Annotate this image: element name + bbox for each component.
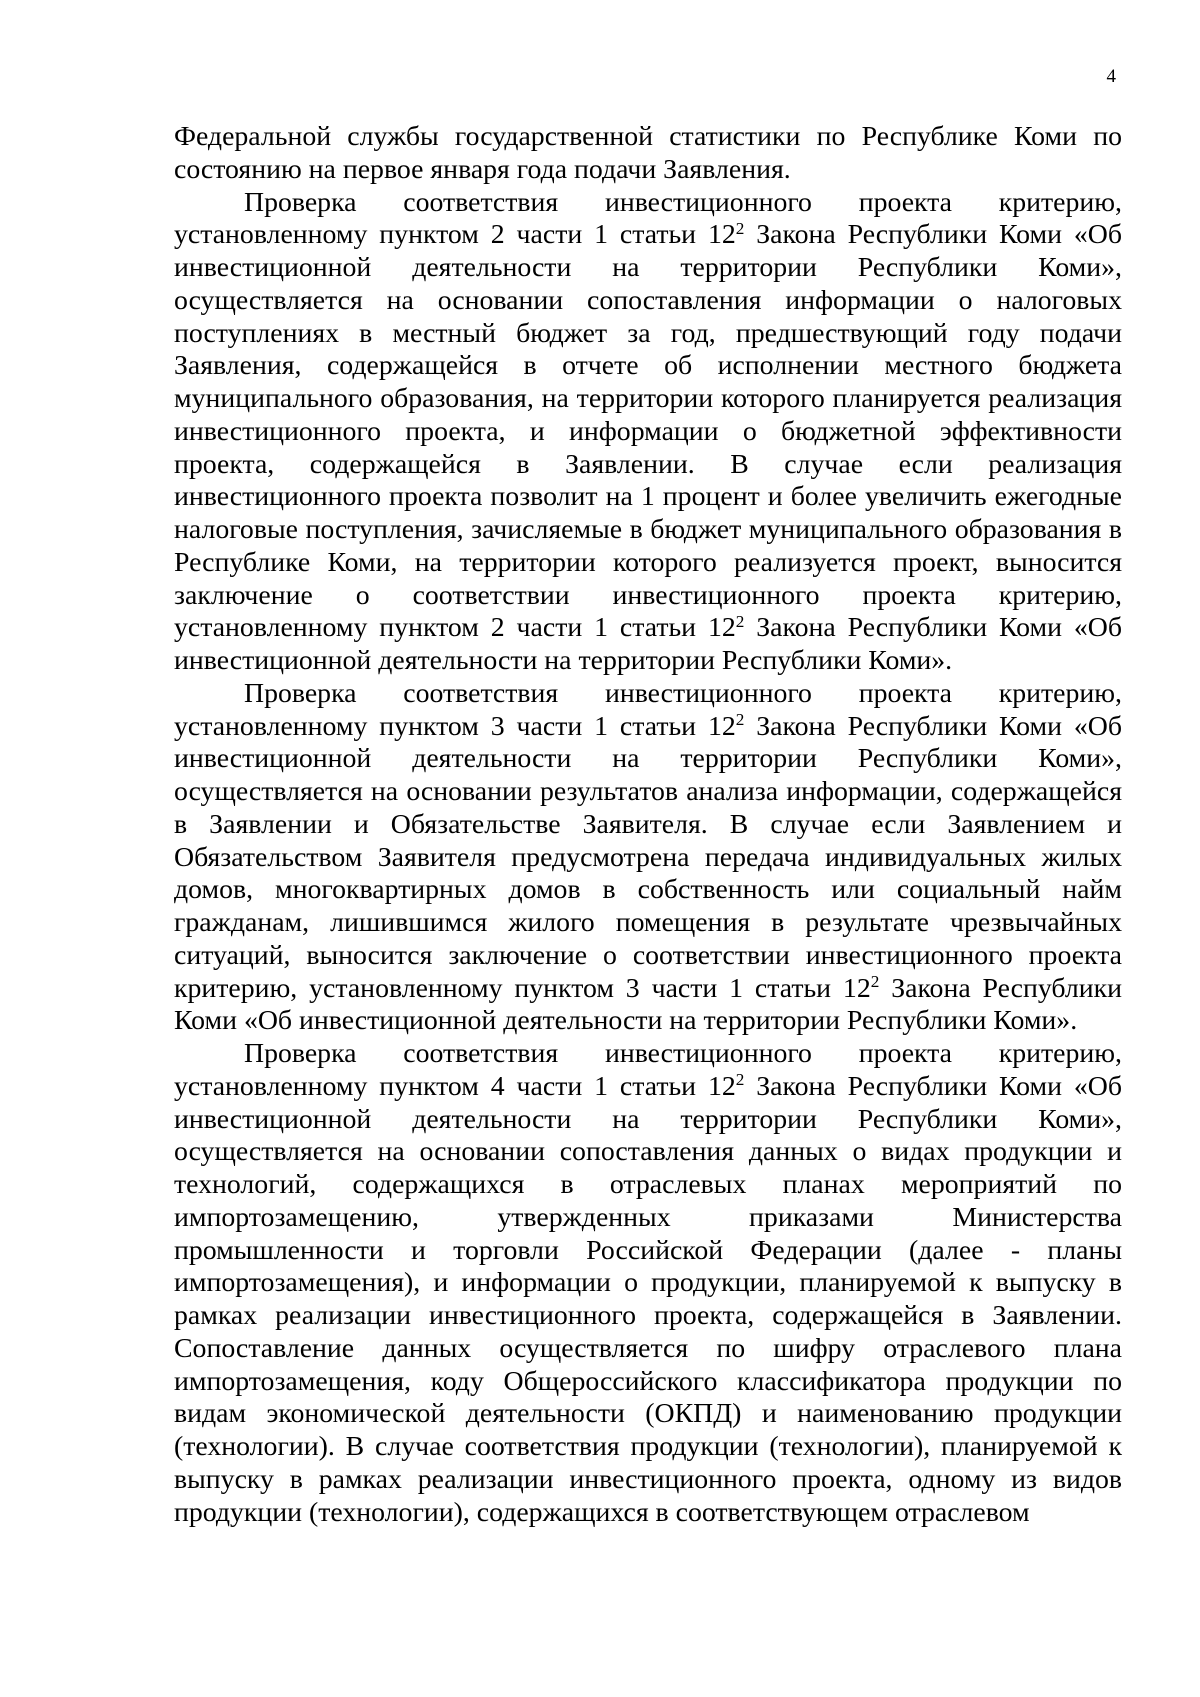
text-run: Закона Республики Коми «Об инвестиционной деятельности на территории Республики Коми», осуществляется на основании сопоставления информации о налоговых поступлениях в местный бюджет за год, предшествующий году подачи Заявления, содержащейся в отчете об исполнении местного бюджета муниципального образования, на территории которого планируется реализация инвестиционного проекта, и информации о бюджетной эффективности проекта, содержащейся в Заявлении. В случае если реализация инвестиционного проекта позволит на 1 процент и более увеличить ежегодные налоговые поступления, зачисляемые в бюджет муниципального образования в Республике Коми, на территории которого реализуется проект, выносится заключение о соответствии инвестиционного проекта критерию, установленному пунктом 2 части 1 статьи 12 bbox=[174, 219, 1122, 644]
superscript: 2 bbox=[735, 611, 745, 631]
paragraph-1 bbox=[174, 121, 1122, 187]
paragraph-3 bbox=[174, 678, 1122, 1038]
text-run: Закона Республики Коми «Об инвестиционной деятельности на территории Республики Коми». bbox=[174, 972, 1122, 1037]
text-run: Закона Республики Коми «Об инвестиционной деятельности на территории Республики Коми», осуществляется на основании сопоставления данных о видах продукции и технологий, содержащихся в отраслевых планах мероприятий по импортозамещению, утвержденных приказами Министерства промышленности и торговли Российской Федерации (далее - планы импортозамещения), и информации о продукции, планируемой к выпуску в рамках реализации инвестиционного проекта, содержащейся в Заявлении. Сопоставление данных осуществляется по шифру отраслевого плана импортозамещения, коду Общероссийского классификатора продукции по видам экономической деятельности (ОКПД) и наименованию продукции (технологии). В случае соответствия продукции (технологии), планируемой к выпуску в рамках реализации инвестиционного проекта, одному из видов продукции (технологии), содержащихся в соответствующем отраслевом bbox=[174, 1070, 1122, 1528]
text-run: Проверка соответствия инвестиционного проекта критерию, установленному пунктом 4 части 1 статьи 12 bbox=[174, 1038, 1122, 1102]
superscript: 2 bbox=[735, 218, 745, 238]
document-body bbox=[174, 121, 1122, 1529]
text-run: Федеральной службы государственной статистики по Республике Коми по состоянию на первое января года подачи Заявления. bbox=[174, 121, 1122, 185]
text-run: Проверка соответствия инвестиционного проекта критерию, установленному пунктом 2 части 1 статьи 12 bbox=[174, 186, 1122, 251]
text-run: Закона Республики Коми «Об инвестиционной деятельности на территории Республики Коми», осуществляется на основании результатов анализа информации, содержащейся в Заявлении и Обязательстве Заявителя. В случае если Заявлением и Обязательством Заявителя предусмотрена передача индивидуальных жилых домов, многоквартирных домов в собственность или социальный найм гражданам, лишившимся жилого помещения в результате чрезвычайных ситуаций, выносится заключение о соответствии инвестиционного проекта критерию, установленному пунктом 3 части 1 статьи 12 bbox=[174, 710, 1122, 1004]
superscript: 2 bbox=[735, 1070, 745, 1090]
text-run: Закона Республики Коми «Об инвестиционной деятельности на территории Республики Коми». bbox=[174, 612, 1122, 676]
text-run: Проверка соответствия инвестиционного проекта критерию, установленному пунктом 3 части 1 статьи 12 bbox=[174, 677, 1122, 742]
superscript: 2 bbox=[735, 710, 745, 730]
page-number: 4 bbox=[1106, 66, 1116, 87]
paragraph-4 bbox=[174, 1038, 1122, 1529]
superscript: 2 bbox=[870, 972, 880, 992]
paragraph-2 bbox=[174, 187, 1122, 678]
